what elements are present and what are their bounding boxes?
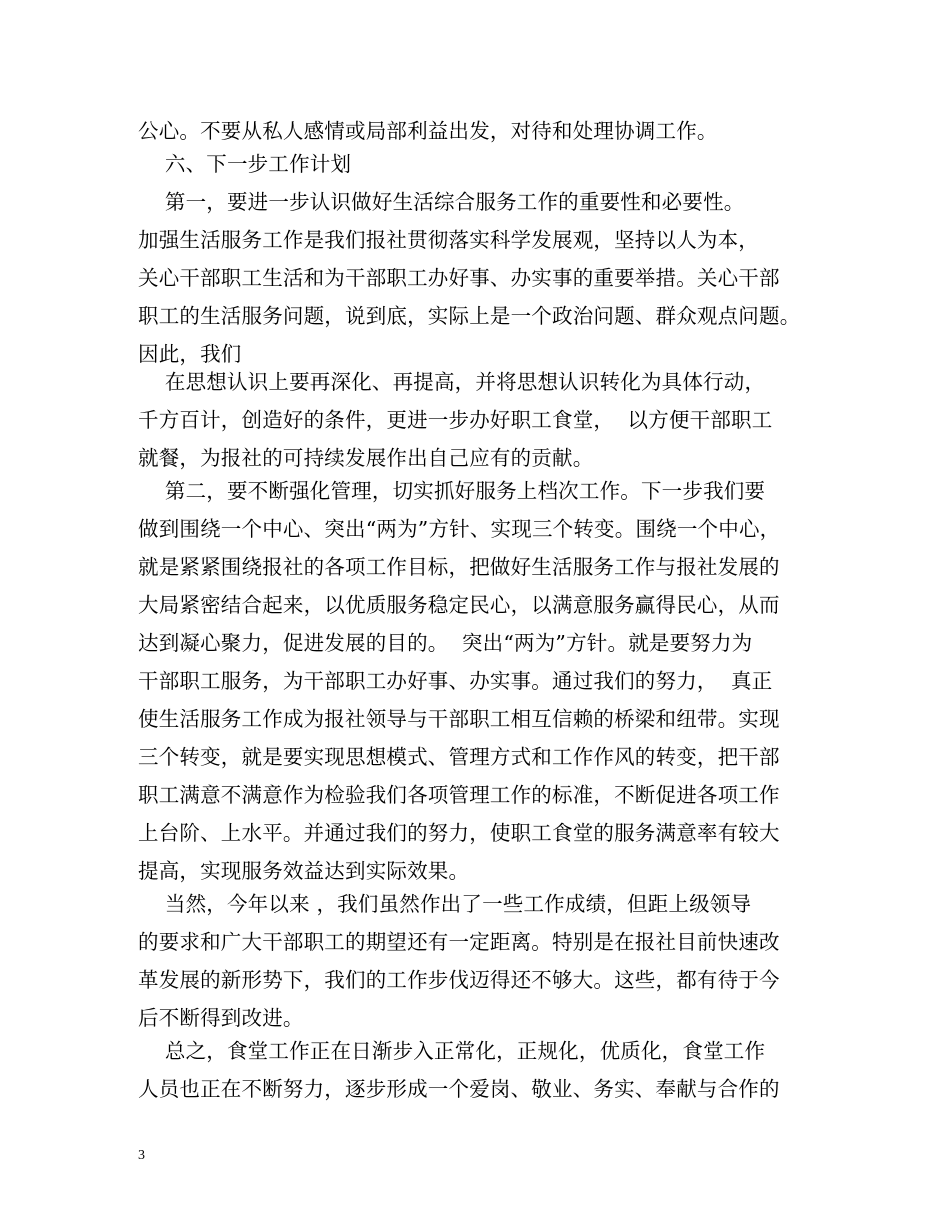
text-line: 就是紧紧围绕报社的各项工作目标，把做好生活服务工作与报社发展的 <box>138 555 780 579</box>
text-line: 千方百计，创造好的条件，更进一步办好职工食堂， 以方便干部职工 <box>138 408 773 432</box>
section-heading: 六、下一步工作计划 <box>138 152 352 176</box>
text-line: 关心干部职工生活和为干部职工办好事、办实事的重要举措。关心干部 <box>138 266 780 290</box>
text-line: 职工的生活服务问题，说到底，实际上是一个政治问题、群众观点问题。 <box>138 304 801 328</box>
text-line: 的要求和广大干部职工的期望还有一定距离。特别是在报社目前快速改 <box>138 930 780 954</box>
text-line: 提高，实现服务效益达到实际效果。 <box>138 859 470 883</box>
text-line: 革发展的新形势下，我们的工作步伐迈得还不够大。这些，都有待于今 <box>138 968 780 992</box>
text-line: 第一，要进一步认识做好生活综合服务工作的重要性和必要性。 <box>138 190 745 214</box>
text-line: 大局紧密结合起来，以优质服务稳定民心，以满意服务赢得民心，从而 <box>138 593 780 617</box>
text-line: 公心。不要从私人感情或局部利益出发，对待和处理协调工作。 <box>138 119 718 143</box>
text-line: 达到凝心聚力，促进发展的目的。 突出“两为”方针。就是要努力为 <box>138 631 753 655</box>
text-line: 使生活服务工作成为报社领导与干部职工相互信赖的桥梁和纽带。实现 <box>138 707 780 731</box>
text-line: 做到围绕一个中心、突出“两为”方针、实现三个转变。围绕一个中心， <box>138 517 781 541</box>
text-line: 后不断得到改进。 <box>138 1006 304 1030</box>
text-line: 干部职工服务，为干部职工办好事、办实事。通过我们的努力， 真正 <box>138 669 773 693</box>
page-number: 3 <box>138 1148 145 1163</box>
text-line: 职工满意不满意作为检验我们各项管理工作的标准，不断促进各项工作 <box>138 783 780 807</box>
text-line: 三个转变，就是要实现思想模式、管理方式和工作作风的转变，把干部 <box>138 745 780 769</box>
text-line: 上台阶、上水平。并通过我们的努力，使职工食堂的服务满意率有较大 <box>138 821 780 845</box>
text-line: 加强生活服务工作是我们报社贯彻落实科学发展观，坚持以人为本， <box>138 228 759 252</box>
text-line: 因此，我们 <box>138 342 242 366</box>
text-line: 第二，要不断强化管理，切实抓好服务上档次工作。下一步我们要 <box>138 479 766 503</box>
text-line: 当然，今年以来 ，我们虽然作出了一些工作成绩，但距上级领导 <box>138 892 752 916</box>
text-line: 在思想认识上要再深化、再提高，并将思想认识转化为具体行动， <box>138 370 766 394</box>
text-line: 就餐，为报社的可持续发展作出自己应有的贡献。 <box>138 446 594 470</box>
text-line: 人员也正在不断努力，逐步形成一个爱岗、敬业、务实、奉献与合作的 <box>138 1077 780 1101</box>
text-line: 总之，食堂工作正在日渐步入正常化，正规化，优质化，食堂工作 <box>138 1039 766 1063</box>
